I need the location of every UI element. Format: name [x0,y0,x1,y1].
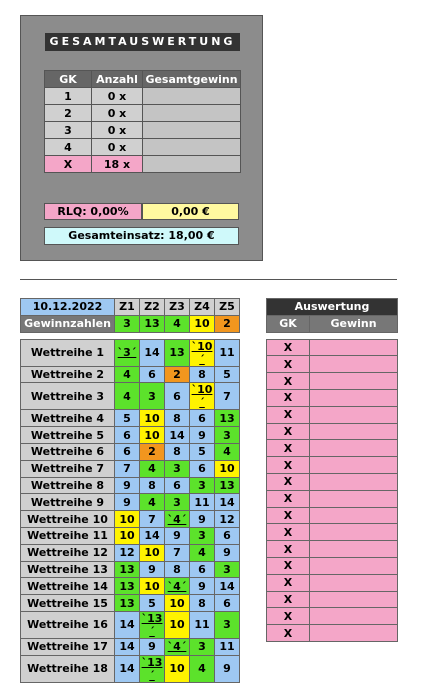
bet-row [21,427,240,444]
bet-number-cell[interactable]: 8 [165,410,190,427]
bet-number-cell[interactable]: 8 [165,561,190,578]
bet-number-cell[interactable]: 14 [140,339,165,366]
winning-number[interactable]: 4 [165,315,190,332]
bet-number-cell[interactable]: 10 [165,655,190,682]
auswertung-gain-cell[interactable] [310,406,398,423]
auswertung-gain-cell[interactable] [310,608,398,625]
auswertung-gk-cell: X [267,389,310,406]
auswertung-gk-cell: X [267,557,310,574]
bet-number-cell[interactable]: 14 [115,611,140,638]
bet-row-label: Wettreihe 10 [21,511,115,528]
spacer-row [267,332,398,339]
summary-title: GESAMTAUSWERTUNG [45,33,240,51]
bet-number-cell[interactable]: 3 [190,527,215,544]
winning-numbers-label: Gewinnzahlen [21,315,115,332]
bet-number-cell[interactable]: 6 [190,561,215,578]
bet-row-label: Wettreihe 13 [21,561,115,578]
bet-number-cell[interactable]: 9 [140,638,165,655]
bet-number-cell[interactable]: 3 [190,638,215,655]
bet-number-cell[interactable]: 4 [140,460,165,477]
auswertung-gk-cell: X [267,574,310,591]
bet-number-cell[interactable]: 10 [140,544,165,561]
bet-number-cell[interactable]: 9 [190,427,215,444]
auswertung-gk-cell: X [267,490,310,507]
auswertung-row [267,389,398,406]
gain-header: Gesamtgewinn [143,71,241,88]
auswertung-row [267,574,398,591]
bet-row-label: Wettreihe 6 [21,443,115,460]
auswertung-gain-cell[interactable] [310,591,398,608]
bet-number-cell[interactable]: 6 [115,427,140,444]
divider [20,279,397,280]
auswertung-row [267,524,398,541]
bet-number-cell[interactable]: 9 [115,477,140,494]
auswertung-gain-cell[interactable] [310,440,398,457]
bet-row-label: Wettreihe 3 [21,383,115,410]
bet-number-cell[interactable]: 9 [140,561,165,578]
auswertung-gk-cell: X [267,507,310,524]
bet-row-label: Wettreihe 8 [21,477,115,494]
bet-number-cell[interactable]: 6 [165,477,190,494]
column-header-z1: Z1 [115,299,140,316]
bet-row [21,339,240,366]
bet-number-cell[interactable]: 3 [165,494,190,511]
bet-row-label: Wettreihe 11 [21,527,115,544]
bet-number-cell[interactable]: 9 [115,494,140,511]
bet-number-cell[interactable]: 14 [115,638,140,655]
bet-number-cell[interactable]: 7 [215,383,240,410]
bet-number-cell[interactable]: 10 [140,427,165,444]
auswertung-gk-cell: X [267,339,310,356]
bet-number-cell[interactable]: 4 [140,494,165,511]
bet-number-cell[interactable]: 5 [215,366,240,383]
bet-number-cell[interactable]: 5 [190,443,215,460]
bet-number-cell[interactable]: 3 [215,561,240,578]
bet-row [21,638,240,655]
bet-number-cell[interactable]: 11 [190,494,215,511]
count-cell: 0 x [92,139,143,156]
winning-numbers-row [21,315,240,332]
bet-row [21,443,240,460]
bet-number-cell[interactable]: 14 [215,578,240,595]
auswertung-gain-cell[interactable] [310,457,398,474]
column-header-z2: Z2 [140,299,165,316]
bet-number-cell[interactable]: 6 [140,366,165,383]
bet-number-cell[interactable]: 14 [115,655,140,682]
spacer-cell [267,332,398,339]
auswertung-gk-cell: X [267,541,310,558]
bet-number-cell[interactable]: 10 [215,460,240,477]
bet-number-cell[interactable]: 9 [215,544,240,561]
auswertung-table [266,298,398,642]
gain-cell[interactable] [143,139,241,156]
bet-number-cell[interactable]: 14 [165,427,190,444]
gain-cell[interactable] [143,105,241,122]
bet-row-label: Wettreihe 2 [21,366,115,383]
auswertung-row [267,373,398,390]
gk-cell: 3 [45,122,92,139]
bet-number-cell[interactable]: 4 [190,655,215,682]
count-cell: 0 x [92,105,143,122]
draw-date[interactable]: 10.12.2022 [21,299,115,316]
bet-row [21,544,240,561]
bet-number-cell[interactable]: 9 [215,655,240,682]
bet-number-cell[interactable]: 7 [115,460,140,477]
bet-row [21,511,240,528]
bet-number-cell[interactable]: `3´ [115,339,140,366]
auswertung-row [267,625,398,642]
bet-row-label: Wettreihe 5 [21,427,115,444]
bet-number-cell[interactable]: 5 [115,410,140,427]
gk-header: GK [45,71,92,88]
auswertung-row [267,591,398,608]
draw-table [20,298,240,683]
bet-row-label: Wettreihe 7 [21,460,115,477]
bet-row-label: Wettreihe 12 [21,544,115,561]
auswertung-gain-cell[interactable] [310,423,398,440]
auswertung-gk-cell: X [267,356,310,373]
bet-row-label: Wettreihe 16 [21,611,115,638]
bet-row-label: Wettreihe 17 [21,638,115,655]
bet-row-label: Wettreihe 14 [21,578,115,595]
bet-number-cell[interactable]: 10 [115,527,140,544]
bet-number-cell[interactable]: `4´ [165,578,190,595]
bet-row [21,410,240,427]
auswertung-row [267,541,398,558]
auswertung-row [267,457,398,474]
bet-number-cell[interactable]: 13 [115,561,140,578]
bet-number-cell[interactable]: 4 [115,366,140,383]
bet-number-cell[interactable]: 10 [165,611,190,638]
auswertung-gk-cell: X [267,440,310,457]
bet-number-cell[interactable]: 11 [215,339,240,366]
bet-row-label: Wettreihe 18 [21,655,115,682]
auswertung-gain-cell[interactable] [310,389,398,406]
winning-number[interactable]: 2 [215,315,240,332]
auswertung-row [267,490,398,507]
gain-cell[interactable] [143,122,241,139]
gk-row [45,105,241,122]
auswertung-row [267,423,398,440]
bet-number-cell[interactable]: 3 [215,427,240,444]
gk-cell: X [45,156,92,173]
auswertung-gain-cell[interactable] [310,490,398,507]
auswertung-gain-cell[interactable] [310,373,398,390]
bet-number-cell[interactable]: 14 [140,527,165,544]
auswertung-row [267,356,398,373]
bet-number-cell[interactable]: 12 [215,511,240,528]
bet-number-cell[interactable]: 10 [115,511,140,528]
auswertung-gk-cell: X [267,591,310,608]
bet-number-cell[interactable]: 13 [165,339,190,366]
bet-number-cell[interactable]: 6 [215,595,240,612]
auswertung-title: Auswertung [267,299,398,316]
auswertung-gk-cell: X [267,373,310,390]
gk-cell: 1 [45,88,92,105]
bet-row [21,383,240,410]
bet-row-label: Wettreihe 9 [21,494,115,511]
auswertung-row [267,507,398,524]
bet-number-cell[interactable]: 3 [190,477,215,494]
bet-row [21,527,240,544]
winning-number[interactable]: 3 [115,315,140,332]
auswertung-gk-header: GK [267,315,310,332]
gk-summary-table [44,70,241,173]
gain-cell[interactable] [143,156,241,173]
bet-number-cell[interactable]: 9 [190,578,215,595]
auswertung-gain-cell[interactable] [310,473,398,490]
bet-number-cell[interactable]: 3 [215,611,240,638]
bet-number-cell[interactable]: 4 [115,383,140,410]
bet-number-cell[interactable]: 7 [165,544,190,561]
auswertung-row [267,557,398,574]
bet-number-cell[interactable]: 13 [115,595,140,612]
bet-row [21,477,240,494]
auswertung-row [267,339,398,356]
count-cell: 0 x [92,88,143,105]
bet-number-cell[interactable]: `4´ [165,638,190,655]
auswertung-gk-cell: X [267,524,310,541]
rlq-value: 0,00 € [142,203,239,220]
bet-number-cell[interactable]: 10 [165,595,190,612]
bet-number-cell[interactable]: `10´ [190,339,215,366]
summary-panel [20,15,263,261]
bet-number-cell[interactable]: 13 [115,578,140,595]
bet-row [21,366,240,383]
gk-row [45,122,241,139]
bet-row-label: Wettreihe 15 [21,595,115,612]
bet-number-cell[interactable]: 2 [165,366,190,383]
bet-number-cell[interactable]: 11 [215,638,240,655]
column-header-z3: Z3 [165,299,190,316]
bet-number-cell[interactable]: 9 [165,527,190,544]
count-header: Anzahl [92,71,143,88]
gk-row [45,139,241,156]
bet-number-cell[interactable]: 14 [215,494,240,511]
bet-row [21,611,240,638]
total-stake: Gesamteinsatz: 18,00 € [44,227,239,245]
bet-row [21,494,240,511]
bet-row [21,655,240,682]
date-row [21,299,240,316]
bet-row [21,578,240,595]
bet-number-cell[interactable]: `13´ [140,611,165,638]
column-header-z5: Z5 [215,299,240,316]
gk-cell: 4 [45,139,92,156]
bet-number-cell[interactable]: 11 [190,611,215,638]
auswertung-gain-cell[interactable] [310,356,398,373]
auswertung-row [267,406,398,423]
auswertung-gk-cell: X [267,423,310,440]
bet-row-label: Wettreihe 1 [21,339,115,366]
bet-number-cell[interactable]: 5 [140,595,165,612]
bet-number-cell[interactable]: 8 [190,595,215,612]
auswertung-row [267,440,398,457]
gk-row-x [45,156,241,173]
gk-cell: 2 [45,105,92,122]
auswertung-gain-cell[interactable] [310,625,398,642]
rlq-label: RLQ: 0,00% [44,203,142,220]
bet-number-cell[interactable]: 13 [215,410,240,427]
auswertung-gain-cell[interactable] [310,557,398,574]
bet-number-cell[interactable]: 2 [140,443,165,460]
bet-number-cell[interactable]: 3 [140,383,165,410]
gk-row [45,88,241,105]
bet-row [21,595,240,612]
bet-number-cell[interactable]: 9 [190,511,215,528]
bet-number-cell[interactable]: 12 [115,544,140,561]
auswertung-gk-cell: X [267,625,310,642]
bet-number-cell[interactable]: 13 [215,477,240,494]
bet-number-cell[interactable]: 10 [140,578,165,595]
bet-number-cell[interactable]: 6 [190,460,215,477]
auswertung-gain-cell[interactable] [310,541,398,558]
bet-number-cell[interactable]: `10´ [190,383,215,410]
auswertung-gk-cell: X [267,406,310,423]
winning-number[interactable]: 10 [190,315,215,332]
bet-number-cell[interactable]: 8 [165,443,190,460]
auswertung-header-row [267,315,398,332]
bet-row [21,561,240,578]
count-cell: 0 x [92,122,143,139]
bet-number-cell[interactable]: 10 [140,410,165,427]
bet-number-cell[interactable]: 6 [190,410,215,427]
gain-cell[interactable] [143,88,241,105]
auswertung-gain-cell[interactable] [310,524,398,541]
bet-number-cell[interactable]: 4 [190,544,215,561]
bet-row-label: Wettreihe 4 [21,410,115,427]
bet-row [21,460,240,477]
count-cell: 18 x [92,156,143,173]
auswertung-gk-cell: X [267,608,310,625]
bet-number-cell[interactable]: 4 [215,443,240,460]
spacer-row [21,332,240,339]
auswertung-row [267,473,398,490]
auswertung-gk-cell: X [267,457,310,474]
auswertung-gk-cell: X [267,473,310,490]
auswertung-row [267,608,398,625]
column-header-z4: Z4 [190,299,215,316]
bet-number-cell[interactable]: `4´ [165,511,190,528]
bet-number-cell[interactable]: 3 [165,460,190,477]
bet-number-cell[interactable]: 7 [140,511,165,528]
winning-number[interactable]: 13 [140,315,165,332]
bet-number-cell[interactable]: 6 [115,443,140,460]
auswertung-gain-cell[interactable] [310,574,398,591]
auswertung-gain-header: Gewinn [310,315,398,332]
bet-number-cell[interactable]: 6 [215,527,240,544]
auswertung-title-row [267,299,398,316]
spacer-cell [21,332,240,339]
auswertung-gain-cell[interactable] [310,339,398,356]
bet-number-cell[interactable]: 8 [190,366,215,383]
bet-number-cell[interactable]: `13´ [140,655,165,682]
auswertung-gain-cell[interactable] [310,507,398,524]
bet-number-cell[interactable]: 8 [140,477,165,494]
bet-number-cell[interactable]: 6 [165,383,190,410]
